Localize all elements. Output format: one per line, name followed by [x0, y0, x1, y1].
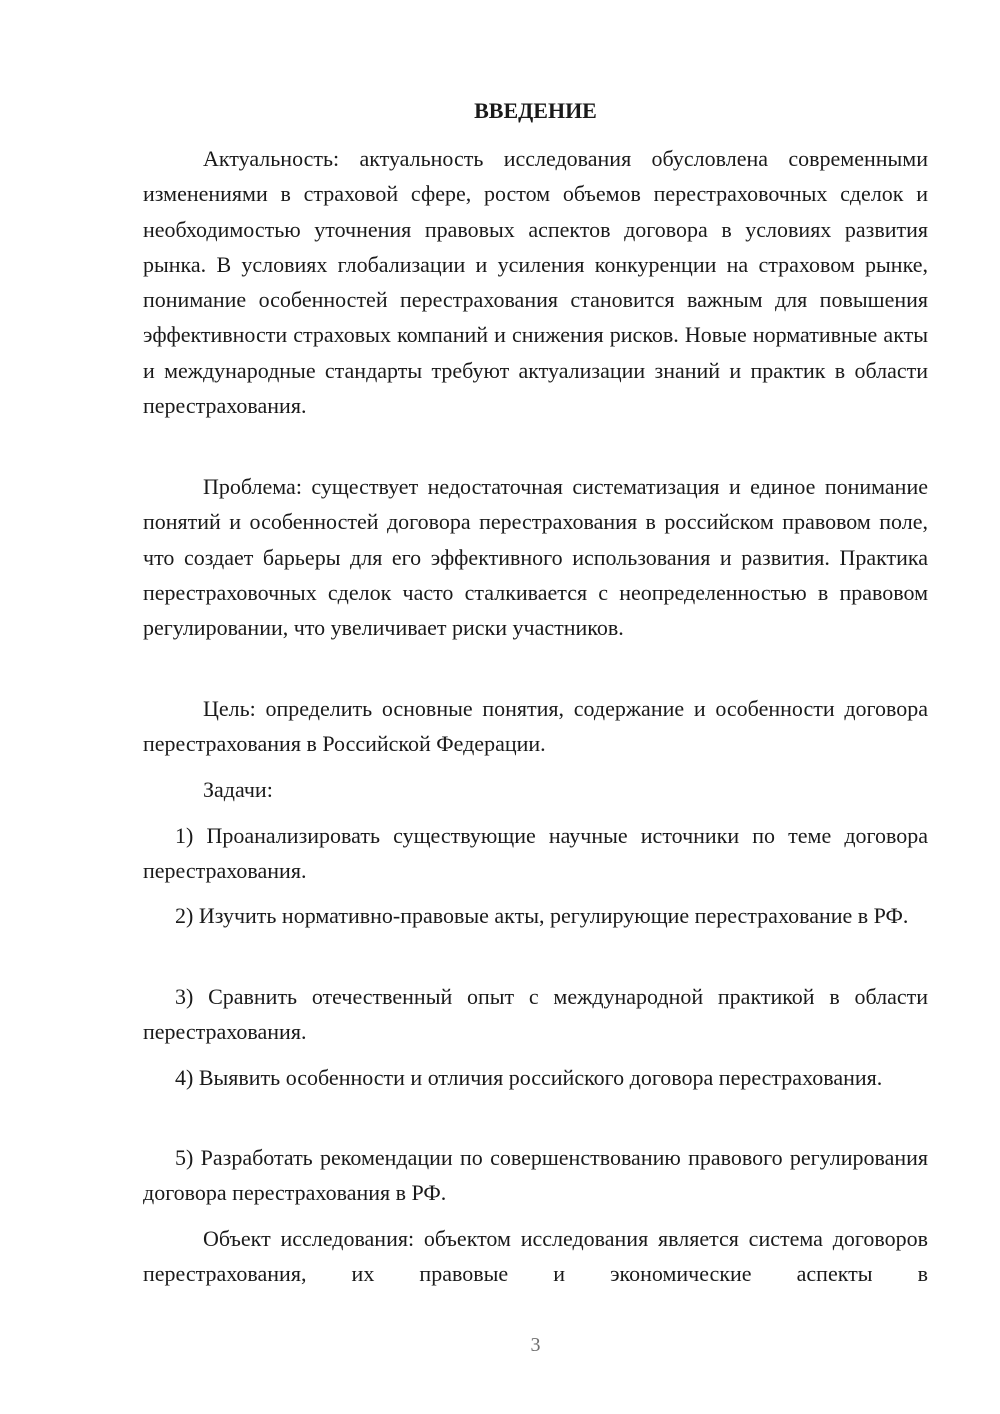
page-number: 3 [530, 1334, 541, 1356]
task-item-2: 2) Изучить нормативно-правовые акты, регулирующие перестрахование в РФ. [175, 903, 909, 928]
paragraph-relevance-block [143, 141, 928, 423]
task-item-2-block [143, 898, 928, 933]
tasks-heading-block [143, 772, 928, 807]
paragraph-goal: Цель: определить основные понятия, содержание и особенности договора перестрахования в Российской Федерации. [143, 696, 928, 757]
document-page [143, 0, 928, 1414]
document-title: ВВЕДЕНИЕ [474, 98, 597, 123]
task-item-5: 5) Разработать рекомендации по совершенствованию правового регулирования договора перестрахования в РФ. [143, 1145, 928, 1206]
paragraph-problem-block [143, 469, 928, 645]
tasks-heading: Задачи: [203, 777, 273, 802]
task-item-3: 3) Сравнить отечественный опыт с международной практикой в области перестрахования. [143, 984, 928, 1045]
paragraph-object: Объект исследования: объектом исследования является система договоров перестрахования, их правовые и экономические аспекты в [143, 1226, 928, 1287]
task-item-3-block [143, 979, 928, 1050]
paragraph-relevance: Актуальность: актуальность исследования обусловлена современными изменениями в страховой сфере, ростом объемов перестраховочных сделок и необходимостью уточнения правовых аспектов договора в условиях развития рынка. В условиях глобализации и усиления конкуренции на страховом рынке, понимание особенностей перестрахования становится важным для повышения эффективности страховых компаний и снижения рисков. Новые нормативные акты и международные стандарты требуют актуализации знаний и практик в области перестрахования. [143, 146, 928, 419]
paragraph-problem: Проблема: существует недостаточная систематизация и единое понимание понятий и особенностей договора перестрахования в российском правовом поле, что создает барьеры для его эффективного использования и развития. Практика перестраховочных сделок часто сталкивается с неопределенностью в правовом регулировании, что увеличивает риски участников. [143, 474, 928, 641]
task-item-1: 1) Проанализировать существующие научные источники по теме договора перестрахования. [143, 823, 928, 884]
paragraph-object-block [143, 1221, 928, 1292]
task-item-4: 4) Выявить особенности и отличия российского договора перестрахования. [175, 1065, 883, 1090]
task-item-5-block [143, 1140, 928, 1211]
task-item-4-block [143, 1060, 928, 1095]
task-item-1-block [143, 818, 928, 889]
paragraph-goal-block [143, 691, 928, 762]
